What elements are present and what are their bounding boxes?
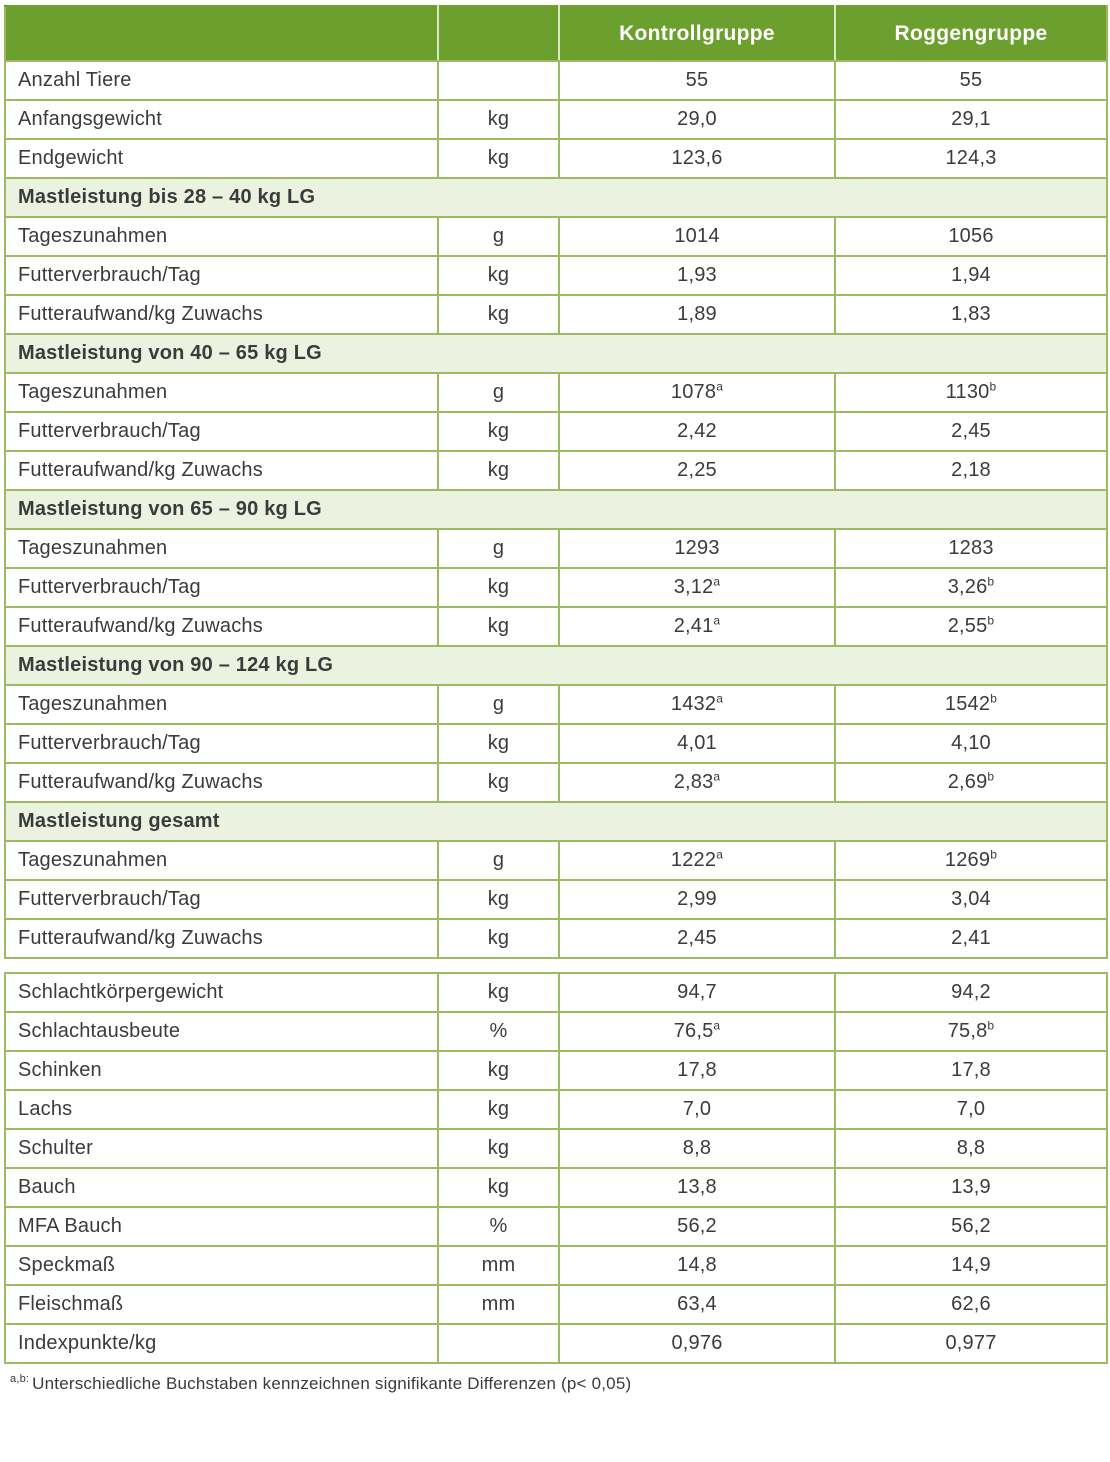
- header-row: [5, 6, 1107, 61]
- kontrollgruppe-value: 0,976: [559, 1324, 835, 1363]
- row-label: Tageszunahmen: [5, 529, 438, 568]
- table-row: [5, 973, 1107, 1012]
- unit-cell: [438, 61, 559, 100]
- table-row: [5, 1090, 1107, 1129]
- kontrollgruppe-value: 56,2: [559, 1207, 835, 1246]
- section-header-row: [5, 802, 1107, 841]
- header-roggengruppe: Roggengruppe: [835, 6, 1107, 61]
- significance-superscript: b: [987, 613, 995, 628]
- roggengruppe-value: 14,9: [835, 1246, 1107, 1285]
- roggengruppe-value: 13,9: [835, 1168, 1107, 1207]
- unit-cell: kg: [438, 295, 559, 334]
- unit-cell: kg: [438, 568, 559, 607]
- row-label: Anfangsgewicht: [5, 100, 438, 139]
- unit-cell: g: [438, 685, 559, 724]
- row-label: Schinken: [5, 1051, 438, 1090]
- roggengruppe-value: 75,8$^b$: [835, 1012, 1107, 1051]
- roggengruppe-value: 124,3: [835, 139, 1107, 178]
- row-label: Lachs: [5, 1090, 438, 1129]
- unit-cell: kg: [438, 973, 559, 1012]
- kontrollgruppe-value: 2,99: [559, 880, 835, 919]
- table-row: [5, 1207, 1107, 1246]
- header-kontrollgruppe: Kontrollgruppe: [559, 6, 835, 61]
- kontrollgruppe-value: 1014: [559, 217, 835, 256]
- row-label: Schulter: [5, 1129, 438, 1168]
- roggengruppe-value: 62,6: [835, 1285, 1107, 1324]
- section-header-row: [5, 490, 1107, 529]
- significance-superscript: a: [716, 379, 724, 394]
- roggengruppe-value: 56,2: [835, 1207, 1107, 1246]
- table-row: [5, 100, 1107, 139]
- footnote: [10, 1374, 1106, 1394]
- kontrollgruppe-value: 14,8: [559, 1246, 835, 1285]
- kontrollgruppe-value: 123,6: [559, 139, 835, 178]
- section-header-row: [5, 334, 1107, 373]
- table-row: [5, 763, 1107, 802]
- kontrollgruppe-value: 2,25: [559, 451, 835, 490]
- roggengruppe-value: 2,18: [835, 451, 1107, 490]
- roggengruppe-value: 1130$^b$: [835, 373, 1107, 412]
- roggengruppe-value: 1269$^b$: [835, 841, 1107, 880]
- roggengruppe-value: 55: [835, 61, 1107, 100]
- kontrollgruppe-value: 13,8: [559, 1168, 835, 1207]
- unit-cell: kg: [438, 100, 559, 139]
- row-label: Fleischmaß: [5, 1285, 438, 1324]
- kontrollgruppe-value: 29,0: [559, 100, 835, 139]
- section-title: Mastleistung gesamt: [5, 802, 1107, 841]
- performance-table-head: [5, 6, 1107, 61]
- significance-superscript: a: [716, 847, 724, 862]
- kontrollgruppe-value: 1432$^a$: [559, 685, 835, 724]
- kontrollgruppe-value: 3,12$^a$: [559, 568, 835, 607]
- unit-cell: [438, 1324, 559, 1363]
- table-row: [5, 685, 1107, 724]
- kontrollgruppe-value: 55: [559, 61, 835, 100]
- table-row: [5, 1012, 1107, 1051]
- row-label: MFA Bauch: [5, 1207, 438, 1246]
- unit-cell: %: [438, 1012, 559, 1051]
- row-label: Schlachtausbeute: [5, 1012, 438, 1051]
- table-row: [5, 1324, 1107, 1363]
- roggengruppe-value: 2,55$^b$: [835, 607, 1107, 646]
- kontrollgruppe-value: 1,93: [559, 256, 835, 295]
- unit-cell: g: [438, 841, 559, 880]
- significance-superscript: a: [713, 769, 721, 784]
- unit-cell: kg: [438, 1051, 559, 1090]
- table-row: [5, 1246, 1107, 1285]
- significance-superscript: b: [989, 379, 997, 394]
- table-row: [5, 256, 1107, 295]
- header-empty-unit-cell: [438, 6, 559, 61]
- table-row: [5, 607, 1107, 646]
- header-empty-label-cell: [5, 6, 438, 61]
- unit-cell: kg: [438, 139, 559, 178]
- kontrollgruppe-value: 94,7: [559, 973, 835, 1012]
- row-label: Futteraufwand/kg Zuwachs: [5, 607, 438, 646]
- kontrollgruppe-value: 17,8: [559, 1051, 835, 1090]
- footnote-marker: a,b:: [10, 1373, 30, 1386]
- roggengruppe-value: 1,83: [835, 295, 1107, 334]
- table-row: [5, 373, 1107, 412]
- table-row: [5, 724, 1107, 763]
- table-row: [5, 1129, 1107, 1168]
- kontrollgruppe-value: 8,8: [559, 1129, 835, 1168]
- unit-cell: kg: [438, 724, 559, 763]
- section-title: Mastleistung von 65 – 90 kg LG: [5, 490, 1107, 529]
- significance-superscript: b: [987, 1018, 995, 1033]
- kontrollgruppe-value: 2,83$^a$: [559, 763, 835, 802]
- row-label: Endgewicht: [5, 139, 438, 178]
- table-row: [5, 1285, 1107, 1324]
- unit-cell: kg: [438, 451, 559, 490]
- kontrollgruppe-value: 2,45: [559, 919, 835, 958]
- row-label: Anzahl Tiere: [5, 61, 438, 100]
- section-title: Mastleistung bis 28 – 40 kg LG: [5, 178, 1107, 217]
- unit-cell: kg: [438, 412, 559, 451]
- kontrollgruppe-value: 2,41$^a$: [559, 607, 835, 646]
- row-label: Bauch: [5, 1168, 438, 1207]
- significance-superscript: a: [713, 613, 721, 628]
- table-row: [5, 568, 1107, 607]
- row-label: Futterverbrauch/Tag: [5, 256, 438, 295]
- kontrollgruppe-value: 63,4: [559, 1285, 835, 1324]
- roggengruppe-value: 1283: [835, 529, 1107, 568]
- unit-cell: kg: [438, 607, 559, 646]
- row-label: Futteraufwand/kg Zuwachs: [5, 763, 438, 802]
- row-label: Indexpunkte/kg: [5, 1324, 438, 1363]
- row-label: Futterverbrauch/Tag: [5, 568, 438, 607]
- significance-superscript: a: [716, 691, 724, 706]
- roggengruppe-value: 3,26$^b$: [835, 568, 1107, 607]
- performance-table: [4, 5, 1108, 959]
- carcass-table-body: [5, 973, 1107, 1363]
- significance-superscript: b: [990, 847, 998, 862]
- roggengruppe-value: 0,977: [835, 1324, 1107, 1363]
- table-row: [5, 919, 1107, 958]
- table-row: [5, 529, 1107, 568]
- kontrollgruppe-value: 76,5$^a$: [559, 1012, 835, 1051]
- table-row: [5, 295, 1107, 334]
- unit-cell: g: [438, 217, 559, 256]
- roggengruppe-value: 1,94: [835, 256, 1107, 295]
- roggengruppe-value: 2,45: [835, 412, 1107, 451]
- significance-superscript: b: [990, 691, 998, 706]
- section-title: Mastleistung von 40 – 65 kg LG: [5, 334, 1107, 373]
- row-label: Schlachtkörpergewicht: [5, 973, 438, 1012]
- unit-cell: g: [438, 529, 559, 568]
- row-label: Futterverbrauch/Tag: [5, 880, 438, 919]
- roggengruppe-value: 2,69$^b$: [835, 763, 1107, 802]
- table-row: [5, 217, 1107, 256]
- roggengruppe-value: 94,2: [835, 973, 1107, 1012]
- section-header-row: [5, 646, 1107, 685]
- significance-superscript: a: [713, 1018, 721, 1033]
- footnote-text: Unterschiedliche Buchstaben kennzeichnen signifikante Differenzen (p< 0,05): [32, 1374, 632, 1393]
- kontrollgruppe-value: 1293: [559, 529, 835, 568]
- significance-superscript: a: [713, 574, 721, 589]
- table-row: [5, 451, 1107, 490]
- unit-cell: kg: [438, 763, 559, 802]
- row-label: Futteraufwand/kg Zuwachs: [5, 295, 438, 334]
- row-label: Tageszunahmen: [5, 685, 438, 724]
- table-row: [5, 139, 1107, 178]
- unit-cell: kg: [438, 256, 559, 295]
- unit-cell: kg: [438, 1129, 559, 1168]
- roggengruppe-value: 2,41: [835, 919, 1107, 958]
- unit-cell: %: [438, 1207, 559, 1246]
- row-label: Tageszunahmen: [5, 841, 438, 880]
- significance-superscript: b: [987, 574, 995, 589]
- table-row: [5, 412, 1107, 451]
- table-row: [5, 61, 1107, 100]
- roggengruppe-value: 3,04: [835, 880, 1107, 919]
- kontrollgruppe-value: 4,01: [559, 724, 835, 763]
- kontrollgruppe-value: 1222$^a$: [559, 841, 835, 880]
- table-row: [5, 1168, 1107, 1207]
- unit-cell: kg: [438, 1090, 559, 1129]
- kontrollgruppe-value: 1,89: [559, 295, 835, 334]
- section-header-row: [5, 178, 1107, 217]
- row-label: Tageszunahmen: [5, 217, 438, 256]
- roggengruppe-value: 1542$^b$: [835, 685, 1107, 724]
- table-row: [5, 1051, 1107, 1090]
- unit-cell: kg: [438, 1168, 559, 1207]
- row-label: Tageszunahmen: [5, 373, 438, 412]
- row-label: Futteraufwand/kg Zuwachs: [5, 451, 438, 490]
- kontrollgruppe-value: 7,0: [559, 1090, 835, 1129]
- significance-superscript: b: [987, 769, 995, 784]
- kontrollgruppe-value: 2,42: [559, 412, 835, 451]
- unit-cell: mm: [438, 1285, 559, 1324]
- carcass-table: [4, 972, 1108, 1364]
- section-title: Mastleistung von 90 – 124 kg LG: [5, 646, 1107, 685]
- performance-table-body: [5, 61, 1107, 958]
- unit-cell: g: [438, 373, 559, 412]
- roggengruppe-value: 29,1: [835, 100, 1107, 139]
- unit-cell: mm: [438, 1246, 559, 1285]
- roggengruppe-value: 1056: [835, 217, 1107, 256]
- row-label: Futteraufwand/kg Zuwachs: [5, 919, 438, 958]
- table-row: [5, 841, 1107, 880]
- unit-cell: kg: [438, 880, 559, 919]
- roggengruppe-value: 4,10: [835, 724, 1107, 763]
- roggengruppe-value: 8,8: [835, 1129, 1107, 1168]
- row-label: Speckmaß: [5, 1246, 438, 1285]
- kontrollgruppe-value: 1078$^a$: [559, 373, 835, 412]
- roggengruppe-value: 7,0: [835, 1090, 1107, 1129]
- unit-cell: kg: [438, 919, 559, 958]
- roggengruppe-value: 17,8: [835, 1051, 1107, 1090]
- row-label: Futterverbrauch/Tag: [5, 412, 438, 451]
- row-label: Futterverbrauch/Tag: [5, 724, 438, 763]
- table-row: [5, 880, 1107, 919]
